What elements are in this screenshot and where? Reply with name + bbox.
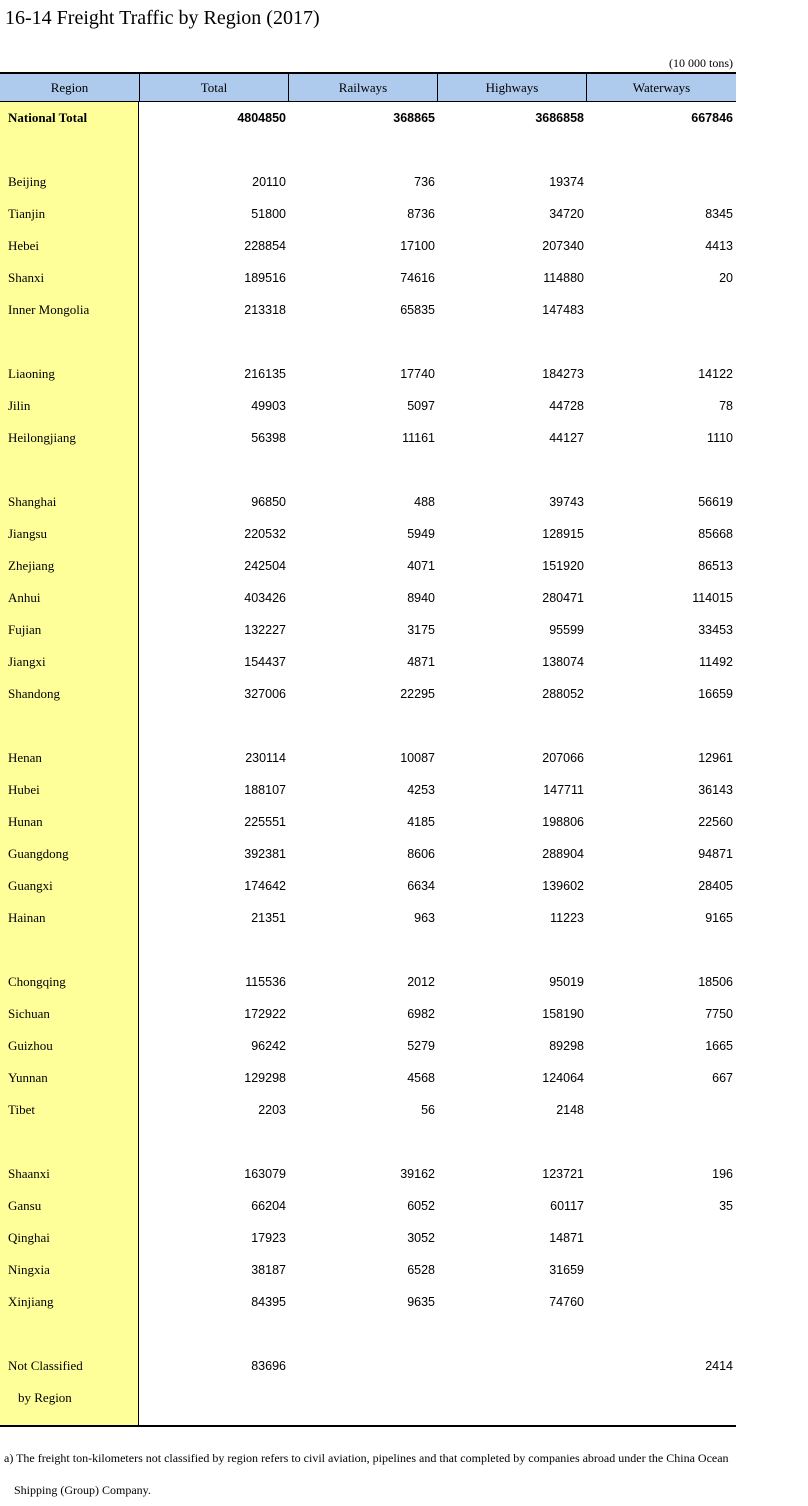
railways-cell: 39162 [400,1167,435,1181]
waterways-cell: 196 [712,1167,733,1181]
total-cell: 392381 [244,847,286,861]
waterways-cell: 14122 [698,367,733,381]
railways-cell: 6528 [407,1263,435,1277]
highways-cell: 11223 [550,911,584,925]
total-cell: 188107 [244,783,286,797]
table-row [0,230,736,262]
waterways-cell: 28405 [698,879,733,893]
highways-cell: 147711 [543,783,584,797]
total-cell: 96850 [251,495,286,509]
waterways-cell: 114015 [692,591,733,605]
railways-cell: 368865 [393,111,435,125]
national-total-row [0,102,736,134]
table-row [0,198,736,230]
region-cell: Inner Mongolia [8,302,90,317]
total-cell: 220532 [244,527,286,541]
railways-cell: 9635 [407,1295,435,1309]
waterways-cell: 2414 [705,1359,733,1373]
table-row [0,1030,736,1062]
region-cell: Shanxi [8,270,45,285]
highways-cell: 158190 [542,1007,584,1021]
railways-cell: 65835 [400,303,435,317]
waterways-cell: 1665 [705,1039,733,1053]
highways-cell: 19374 [549,175,584,189]
highways-cell: 207340 [542,239,584,253]
region-cell: Hebei [8,238,40,253]
table-row [0,390,736,422]
region-cell: Liaoning [8,366,55,381]
region-cell: Shaanxi [8,1166,50,1181]
highways-cell: 44728 [549,399,584,413]
region-cell: Hainan [8,910,46,925]
waterways-cell: 33453 [698,623,733,637]
region-cell: Henan [8,750,42,765]
highways-cell: 198806 [542,815,584,829]
waterways-cell: 20 [719,271,733,285]
region-cell: Beijing [8,174,47,189]
railways-cell: 10087 [400,751,435,765]
waterways-cell: 94871 [698,847,733,861]
total-cell: 49903 [251,399,286,413]
table-row [0,1222,736,1254]
region-cell: Qinghai [8,1230,50,1245]
waterways-cell: 8345 [705,207,733,221]
railways-cell: 8736 [407,207,435,221]
railways-cell: 736 [414,175,435,189]
total-cell: 129298 [244,1071,286,1085]
region-cell: Xinjiang [8,1294,54,1309]
total-cell: 327006 [244,687,286,701]
highways-cell: 124064 [542,1071,584,1085]
region-cell: Tibet [8,1102,35,1117]
region-cell: National Total [8,110,88,125]
region-cell: Tianjin [8,206,46,221]
waterways-cell: 12961 [698,751,733,765]
region-cell: Jiangxi [8,654,46,669]
region-cell: Zhejiang [8,558,55,573]
total-cell: 56398 [251,431,286,445]
table-row [0,550,736,582]
waterways-cell: 18506 [698,975,733,989]
highways-cell: 288904 [542,847,584,861]
total-cell: 21351 [251,911,286,925]
total-cell: 96242 [251,1039,286,1053]
table-row [0,422,736,454]
table-row [0,998,736,1030]
highways-cell: 14871 [549,1231,584,1245]
region-cell: Jiangsu [8,526,47,541]
table-row [0,966,736,998]
railways-cell: 5949 [407,527,435,541]
not-classified-row [0,1350,736,1414]
highways-cell: 39743 [549,495,584,509]
total-cell: 230114 [245,751,286,765]
header-highways: Highways [437,74,586,102]
footnote-line-2: Shipping (Group) Company. [14,1483,151,1497]
table-row [0,678,736,710]
total-cell: 132227 [244,623,286,637]
region-cell: Chongqing [8,974,66,989]
total-cell: 66204 [251,1199,286,1213]
table-row [0,1254,736,1286]
region-cell: Heilongjiang [8,430,76,445]
total-cell: 38187 [251,1263,286,1277]
total-cell: 163079 [244,1167,286,1181]
table-row [0,486,736,518]
page-title: 16-14 Freight Traffic by Region (2017) [5,7,320,29]
highways-cell: 151920 [542,559,584,573]
table-row [0,902,736,934]
table-row [0,870,736,902]
waterways-cell: 22560 [698,815,733,829]
region-cell: Guizhou [8,1038,53,1053]
railways-cell: 74616 [400,271,435,285]
highways-cell: 147483 [542,303,584,317]
header-region: Region [50,80,89,95]
region-cell: Sichuan [8,1006,50,1021]
region-cell: Shandong [8,686,60,701]
table-row [0,358,736,390]
waterways-cell: 667 [712,1071,733,1085]
region-cell: Shanghai [8,494,57,509]
waterways-cell: 56619 [698,495,733,509]
highways-cell: 128915 [542,527,584,541]
highways-cell: 89298 [549,1039,584,1053]
highways-cell: 2148 [556,1103,584,1117]
region-cell: Ningxia [8,1262,50,1277]
footnote-line-1: a) The freight ton-kilometers not classified by region refers to civil aviation, pipelines and that completed by companies abroad under the China Ocean [4,1451,729,1465]
total-cell: 17923 [251,1231,286,1245]
railways-cell: 3052 [407,1231,435,1245]
total-cell: 115536 [245,975,286,989]
total-cell: 216135 [244,367,286,381]
railways-cell: 488 [414,495,435,509]
railways-cell: 17740 [400,367,435,381]
total-cell: 228854 [244,239,286,253]
railways-cell: 17100 [400,239,435,253]
highways-cell: 3686858 [535,111,584,125]
table-row [0,166,736,198]
region-cell: Not Classified [8,1358,83,1373]
railways-cell: 8940 [407,591,435,605]
railways-cell: 2012 [407,975,435,989]
waterways-cell: 4413 [705,239,733,253]
highways-cell: 74760 [549,1295,584,1309]
table-row [0,838,736,870]
region-cell: Hunan [8,814,43,829]
railways-cell: 963 [414,911,435,925]
railways-cell: 6052 [407,1199,435,1213]
railways-cell: 5279 [407,1039,435,1053]
total-cell: 51800 [251,207,286,221]
table-row [0,1286,736,1318]
railways-cell: 8606 [407,847,435,861]
waterways-cell: 36143 [698,783,733,797]
total-cell: 403426 [244,591,286,605]
region-cell: Fujian [8,622,42,637]
table-row [0,774,736,806]
waterways-cell: 7750 [705,1007,733,1021]
railways-cell: 5097 [407,399,435,413]
highways-cell: 95599 [549,623,584,637]
waterways-cell: 667846 [691,111,733,125]
highways-cell: 139602 [542,879,584,893]
total-cell: 174642 [244,879,286,893]
railways-cell: 11161 [402,431,435,445]
waterways-cell: 16659 [698,687,733,701]
table-row [0,294,736,326]
highways-cell: 44127 [549,431,584,445]
railways-cell: 4568 [407,1071,435,1085]
table-row [0,1158,736,1190]
header-railways: Railways [288,74,437,102]
total-cell: 213318 [244,303,286,317]
total-cell: 154437 [244,655,286,669]
highways-cell: 184273 [542,367,584,381]
highways-cell: 34720 [549,207,584,221]
railways-cell: 3175 [407,623,435,637]
table-row [0,1094,736,1126]
railways-cell: 22295 [400,687,435,701]
total-cell: 84395 [251,1295,286,1309]
table-row [0,806,736,838]
railways-cell: 6634 [407,879,435,893]
total-cell: 4804850 [237,111,286,125]
table-row [0,1190,736,1222]
highways-cell: 288052 [542,687,584,701]
railways-cell: 6982 [407,1007,435,1021]
table-row [0,582,736,614]
footnote [4,1442,808,1506]
region-cell: Yunnan [8,1070,48,1085]
table-bottom-rule [0,1425,736,1427]
highways-cell: 114880 [543,271,584,285]
highways-cell: 138074 [542,655,584,669]
highways-cell: 207066 [542,751,584,765]
highways-cell: 280471 [542,591,584,605]
region-cell: Anhui [8,590,41,605]
table-row [0,646,736,678]
table-header [0,72,736,102]
highways-cell: 95019 [549,975,584,989]
highways-cell: 31659 [549,1263,584,1277]
region-cell: Guangxi [8,878,53,893]
region-cell: Jilin [8,398,31,413]
region-cell: Hubei [8,782,40,797]
header-total: Total [139,74,288,102]
total-cell: 2203 [258,1103,286,1117]
region-cell: Gansu [8,1198,42,1213]
header-waterways: Waterways [586,74,736,102]
table-row [0,614,736,646]
total-cell: 225551 [244,815,286,829]
highways-cell: 123721 [542,1167,584,1181]
railways-cell: 4871 [407,655,435,669]
total-cell: 83696 [251,1359,286,1373]
railways-cell: 56 [421,1103,435,1117]
region-cell: Guangdong [8,846,69,861]
railways-cell: 4185 [407,815,435,829]
waterways-cell: 86513 [698,559,733,573]
total-cell: 20110 [252,175,286,189]
highways-cell: 60117 [550,1199,584,1213]
waterways-cell: 85668 [698,527,733,541]
region-cell-continued: by Region [18,1390,72,1405]
total-cell: 172922 [244,1007,286,1021]
waterways-cell: 11492 [699,655,733,669]
unit-label: (10 000 tons) [669,56,733,70]
table-row [0,262,736,294]
railways-cell: 4071 [407,559,435,573]
total-cell: 242504 [244,559,286,573]
table-row [0,1062,736,1094]
waterways-cell: 78 [719,399,733,413]
table-row [0,518,736,550]
table-row [0,742,736,774]
total-cell: 189516 [244,271,286,285]
waterways-cell: 35 [719,1199,733,1213]
railways-cell: 4253 [407,783,435,797]
waterways-cell: 9165 [705,911,733,925]
waterways-cell: 1110 [707,431,733,445]
